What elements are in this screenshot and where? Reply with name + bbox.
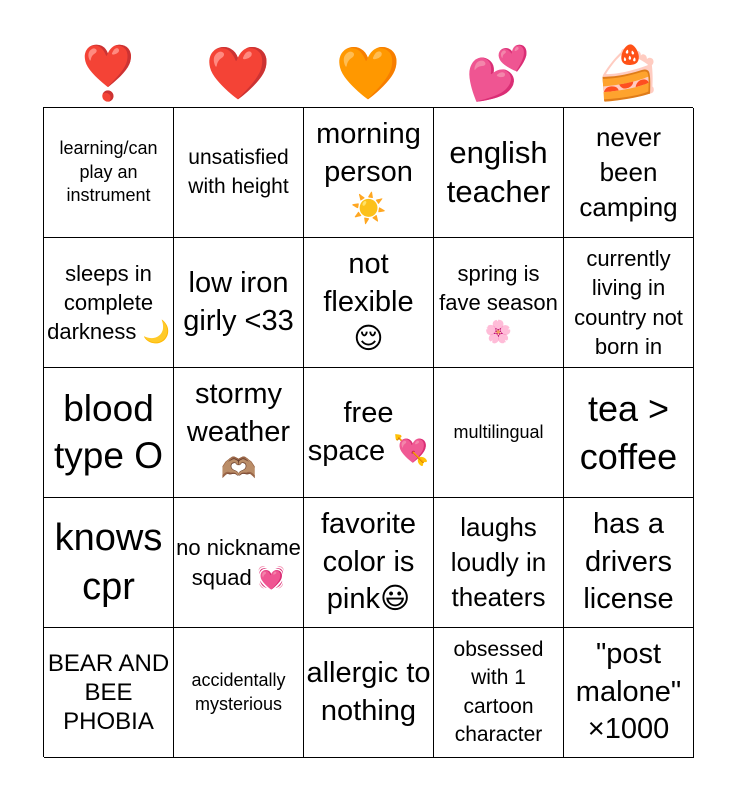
- bingo-cell[interactable]: [44, 108, 174, 238]
- bingo-cell[interactable]: [174, 628, 304, 758]
- bingo-cell-text: not flexible 😌: [323, 247, 414, 356]
- bingo-cell[interactable]: [174, 108, 304, 238]
- bingo-cell-text: low iron girly <33: [183, 266, 294, 337]
- bingo-cell[interactable]: [44, 628, 174, 758]
- bingo-cell[interactable]: [564, 368, 694, 498]
- bingo-cell-text: english teacher: [446, 134, 551, 209]
- bingo-cell[interactable]: [44, 238, 174, 368]
- bingo-cell-text: currently living in country not born in: [574, 246, 683, 359]
- bingo-cell-text: multilingual: [453, 421, 544, 442]
- bingo-cell[interactable]: [434, 108, 564, 238]
- bingo-cell[interactable]: [174, 238, 304, 368]
- bingo-cell-text: BEAR AND BEE PHOBIA: [47, 649, 170, 736]
- bingo-cell[interactable]: [304, 238, 434, 368]
- bingo-cell-text: sleeps in complete darkness 🌙: [47, 260, 170, 345]
- bingo-cell-text: laughs loudly in theaters: [450, 511, 547, 613]
- bingo-cell[interactable]: [434, 628, 564, 758]
- bingo-cell-text: never been camping: [579, 121, 678, 223]
- bingo-cell-text: morning person ☀️: [316, 117, 421, 226]
- bingo-cell[interactable]: [44, 498, 174, 628]
- bingo-cell[interactable]: [174, 498, 304, 628]
- bingo-cell[interactable]: [434, 368, 564, 498]
- cake-slice-icon: 🍰: [595, 45, 661, 103]
- bingo-cell-text: obsessed with 1 cartoon character: [453, 637, 544, 746]
- bingo-cell-text: free space 💘: [307, 396, 430, 467]
- bingo-cell-text: unsatisfied with height: [188, 146, 289, 198]
- exclamation-heart-icon: ❣️: [75, 45, 141, 103]
- bingo-cell-text: stormy weather 🫶🏽: [186, 377, 291, 486]
- bingo-cell-text: accidentally mysterious: [191, 669, 286, 714]
- bingo-board: [43, 107, 693, 757]
- bingo-cell[interactable]: [434, 498, 564, 628]
- red-heart-icon: ❤️: [205, 45, 271, 103]
- bingo-cell-text: no nickname squad 💓: [176, 535, 301, 590]
- icon-header-row: [43, 40, 693, 108]
- bingo-cell[interactable]: [434, 238, 564, 368]
- bingo-cell-text: spring is fave season 🌸: [439, 260, 558, 345]
- bingo-cell[interactable]: [44, 368, 174, 498]
- bingo-cell[interactable]: [304, 498, 434, 628]
- bingo-cell[interactable]: [564, 238, 694, 368]
- bingo-cell-text: "post malone" ×1000: [575, 637, 682, 746]
- bingo-cell[interactable]: [174, 368, 304, 498]
- bingo-cell-text: has a drivers license: [583, 507, 674, 616]
- bingo-cell[interactable]: [564, 498, 694, 628]
- bingo-cell[interactable]: [304, 108, 434, 238]
- two-hearts-icon: 💕: [465, 45, 531, 103]
- bingo-cell[interactable]: [564, 628, 694, 758]
- bingo-cell[interactable]: [304, 628, 434, 758]
- free-space-cell[interactable]: [304, 368, 434, 498]
- bingo-cell-text: allergic to nothing: [306, 656, 431, 727]
- bingo-cell[interactable]: [564, 108, 694, 238]
- bingo-cell-text: knows cpr: [54, 516, 163, 608]
- bingo-cell-text: blood type O: [54, 387, 163, 476]
- bingo-cell-text: favorite color is pink😃: [320, 507, 417, 616]
- bingo-cell-text: learning/can play an instrument: [59, 137, 158, 206]
- orange-heart-icon: 🧡: [335, 45, 401, 103]
- bingo-cell-text: tea > coffee: [579, 387, 678, 477]
